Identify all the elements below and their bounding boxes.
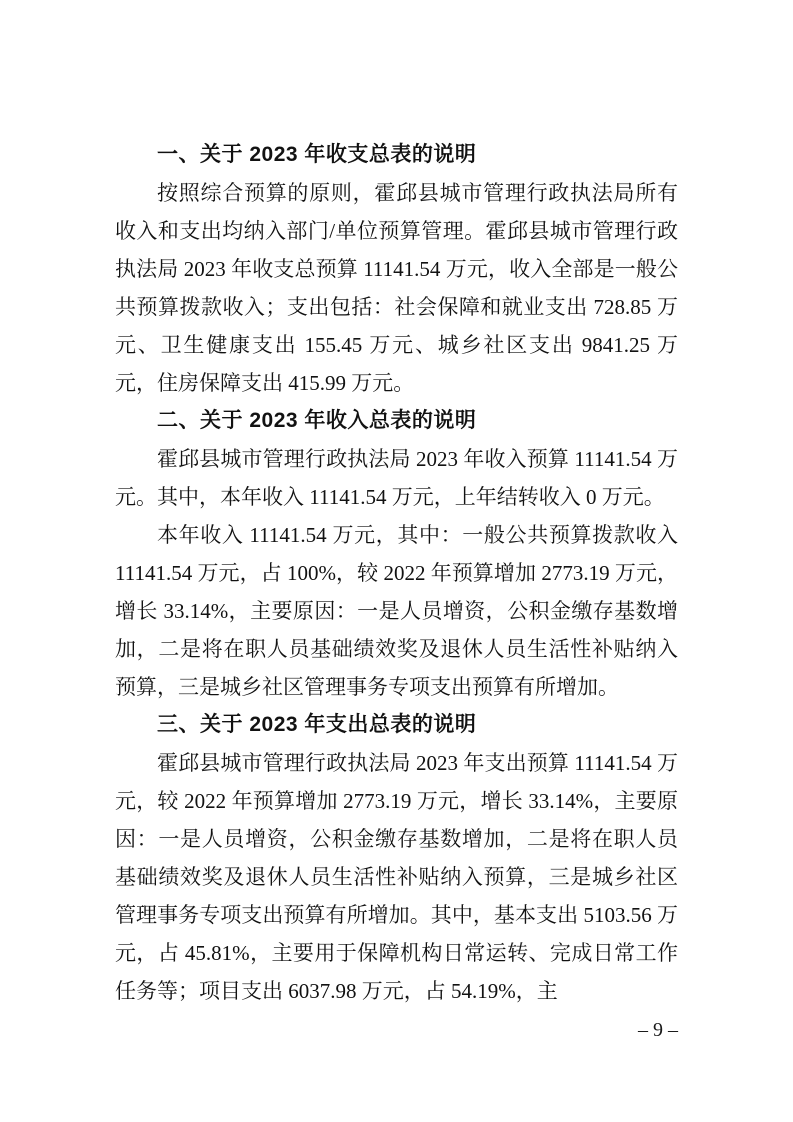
paragraph: 按照综合预算的原则，霍邱县城市管理行政执法局所有收入和支出均纳入部门/单位预算管理。霍邱县城市管理行政执法局 2023 年收支总预算 11141.54 万元，收入全部是一般公共预算拨款收入；支出包括：社会保障和就业支出 728.85 万元、卫生健康支出 155.45 万元、城乡社区支出 9841.25 万元，住房保障支出 415.99 万元。 — [115, 181, 678, 395]
section-receipts-expenditure-summary — [115, 136, 678, 402]
section-expenditure-summary — [115, 706, 678, 1010]
section-income-summary — [115, 402, 678, 706]
paragraph: 霍邱县城市管理行政执法局 2023 年支出预算 11141.54 万元，较 2022 年预算增加 2773.19 万元，增长 33.14%，主要原因：一是人员增资，公积金缴存基数增加，二是将在职人员基础绩效奖及退休人员生活性补贴纳入预算，三是城乡社区管理事务专项支出预算有所增加。其中，基本支出 5103.56 万元，占 45.81%，主要用于保障机构日常运转、完成日常工作任务等；项目支出 6037.98 万元，占 54.19%，主 — [115, 751, 678, 1003]
page-footer — [115, 1011, 678, 1049]
document-body — [115, 136, 678, 1010]
paragraph: 本年收入 11141.54 万元，其中：一般公共预算拨款收入 11141.54 万元，占 100%，较 2022 年预算增加 2773.19 万元，增长 33.14%，主要原因：一是人员增资，公积金缴存基数增加，二是将在职人员基础绩效奖及退休人员生活性补贴纳入预算，三是城乡社区管理事务专项支出预算有所增加。 — [115, 523, 678, 699]
section-heading: 三、关于 2023 年支出总表的说明 — [157, 713, 477, 736]
page-number: – 9 – — [638, 1019, 678, 1041]
section-heading: 一、关于 2023 年收支总表的说明 — [157, 143, 477, 166]
paragraph: 霍邱县城市管理行政执法局 2023 年收入预算 11141.54 万元。其中，本年收入 11141.54 万元，上年结转收入 0 万元。 — [115, 447, 678, 509]
section-heading: 二、关于 2023 年收入总表的说明 — [157, 409, 477, 432]
